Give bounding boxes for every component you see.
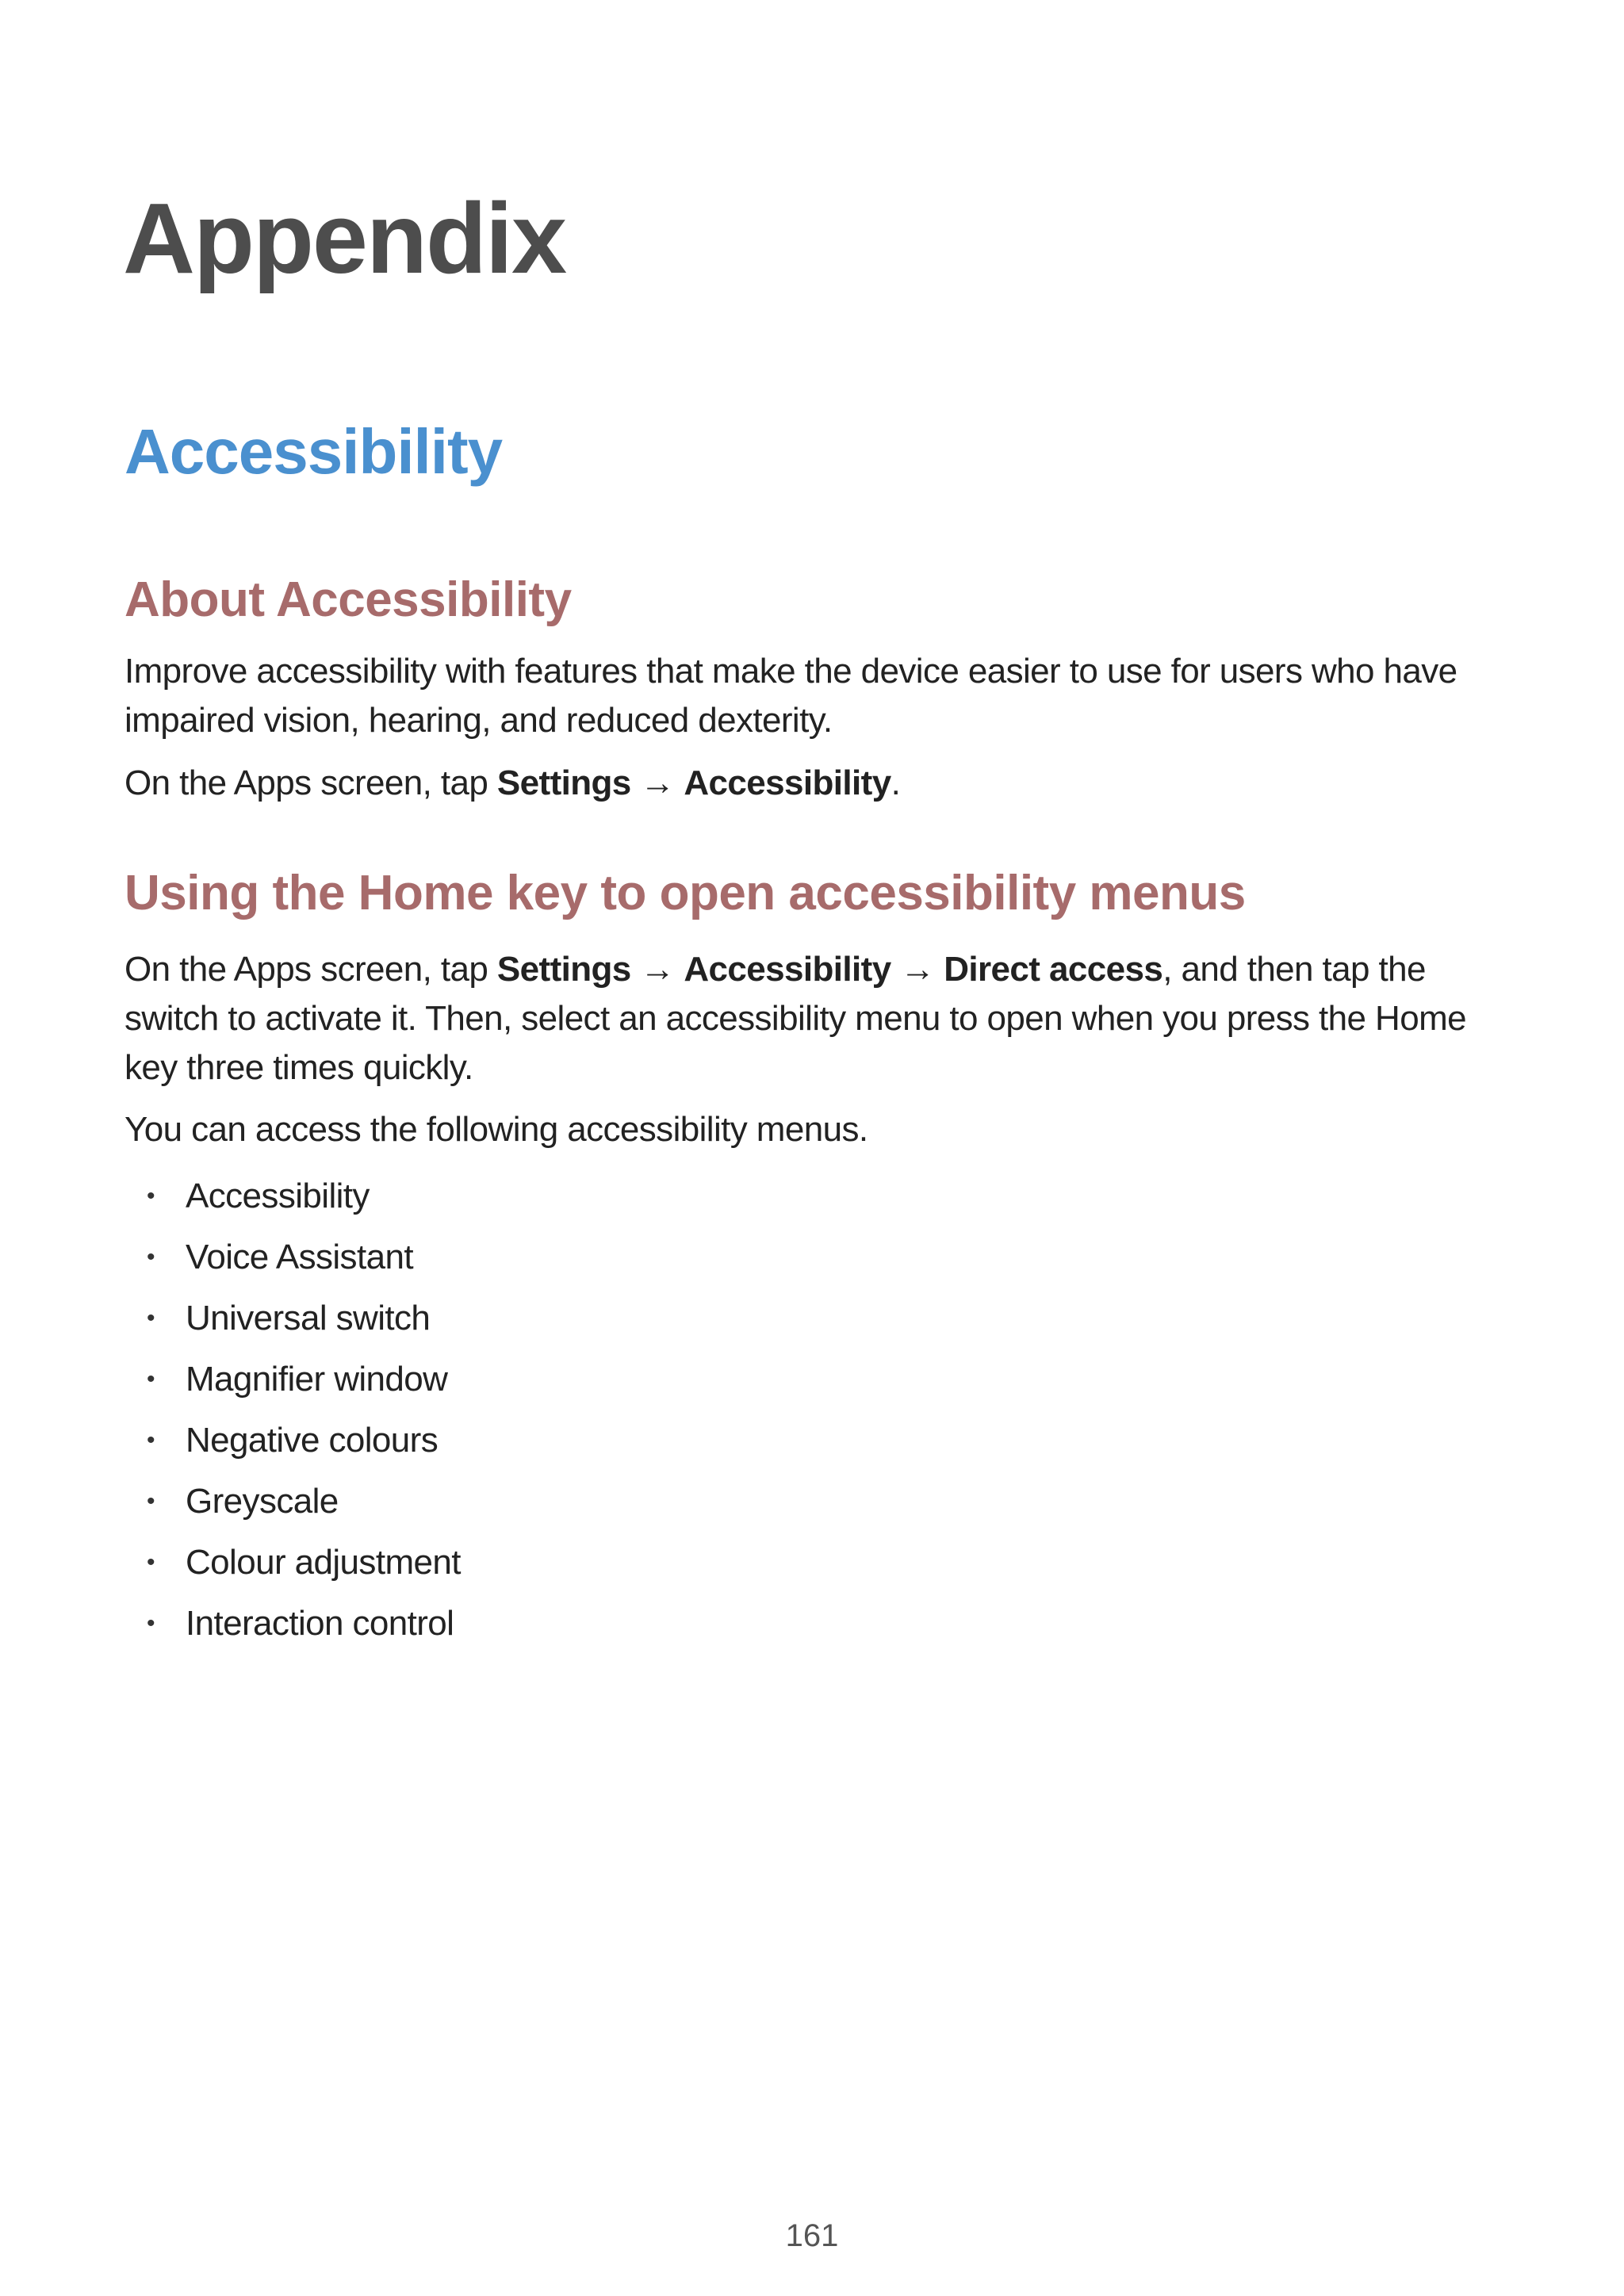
accessibility-menus-list xyxy=(124,1165,461,1654)
list-item xyxy=(124,1349,461,1410)
list-item xyxy=(124,1593,461,1654)
list-item-label: Negative colours xyxy=(186,1421,439,1460)
list-item xyxy=(124,1471,461,1532)
bullet-icon: • xyxy=(147,1366,155,1392)
path-prefix-text: On the Apps screen, tap xyxy=(124,950,497,989)
path-prefix-text: On the Apps screen, tap xyxy=(124,763,497,802)
arrow-icon: → xyxy=(630,763,684,802)
home-key-heading: Using the Home key to open accessibility menus xyxy=(124,866,1246,920)
list-item xyxy=(124,1226,461,1288)
chapter-title: Appendix xyxy=(123,182,566,294)
list-intro-paragraph: You can access the following accessibility menus. xyxy=(124,1110,868,1149)
list-item-label: Interaction control xyxy=(186,1604,454,1643)
bullet-icon: • xyxy=(147,1549,155,1575)
list-item-label: Voice Assistant xyxy=(186,1238,413,1276)
direct-access-menu-label: Direct access xyxy=(944,950,1163,989)
path-end-text: . xyxy=(891,763,901,802)
list-item xyxy=(124,1288,461,1349)
bullet-icon: • xyxy=(147,1244,155,1270)
about-intro-paragraph: Improve accessibility with features that make the device easier to use for users who have impaired vision, hearing, and reduced dexterity. xyxy=(124,652,1457,740)
about-settings-path xyxy=(124,759,1520,808)
bullet-icon: • xyxy=(147,1610,155,1636)
bullet-icon: • xyxy=(147,1488,155,1514)
bullet-icon: • xyxy=(147,1183,155,1209)
list-item xyxy=(124,1165,461,1226)
settings-menu-label: Settings xyxy=(496,763,631,802)
list-item xyxy=(124,1410,461,1471)
list-item-label: Greyscale xyxy=(186,1482,339,1521)
bullet-icon: • xyxy=(147,1305,155,1331)
instructions-rest-text: , and then tap the switch to activate it. Then, select an accessibility menu to open when you press the Home key three times quickly. xyxy=(124,950,1467,1087)
arrow-icon: → xyxy=(630,950,684,989)
list-item-label: Magnifier window xyxy=(186,1360,448,1399)
page-number: 161 xyxy=(785,2218,839,2253)
list-item-label: Colour adjustment xyxy=(186,1543,461,1582)
accessibility-menu-label: Accessibility xyxy=(684,950,891,989)
bullet-icon: • xyxy=(147,1427,155,1453)
home-key-instructions xyxy=(124,945,1520,1093)
list-item xyxy=(124,1532,461,1593)
settings-menu-label: Settings xyxy=(496,950,631,989)
section-title: Accessibility xyxy=(124,416,503,487)
list-item-label: Universal switch xyxy=(186,1299,431,1337)
arrow-icon: → xyxy=(891,950,944,989)
about-accessibility-heading: About Accessibility xyxy=(124,572,572,627)
accessibility-menu-label: Accessibility xyxy=(684,763,891,802)
list-item-label: Accessibility xyxy=(186,1177,370,1215)
